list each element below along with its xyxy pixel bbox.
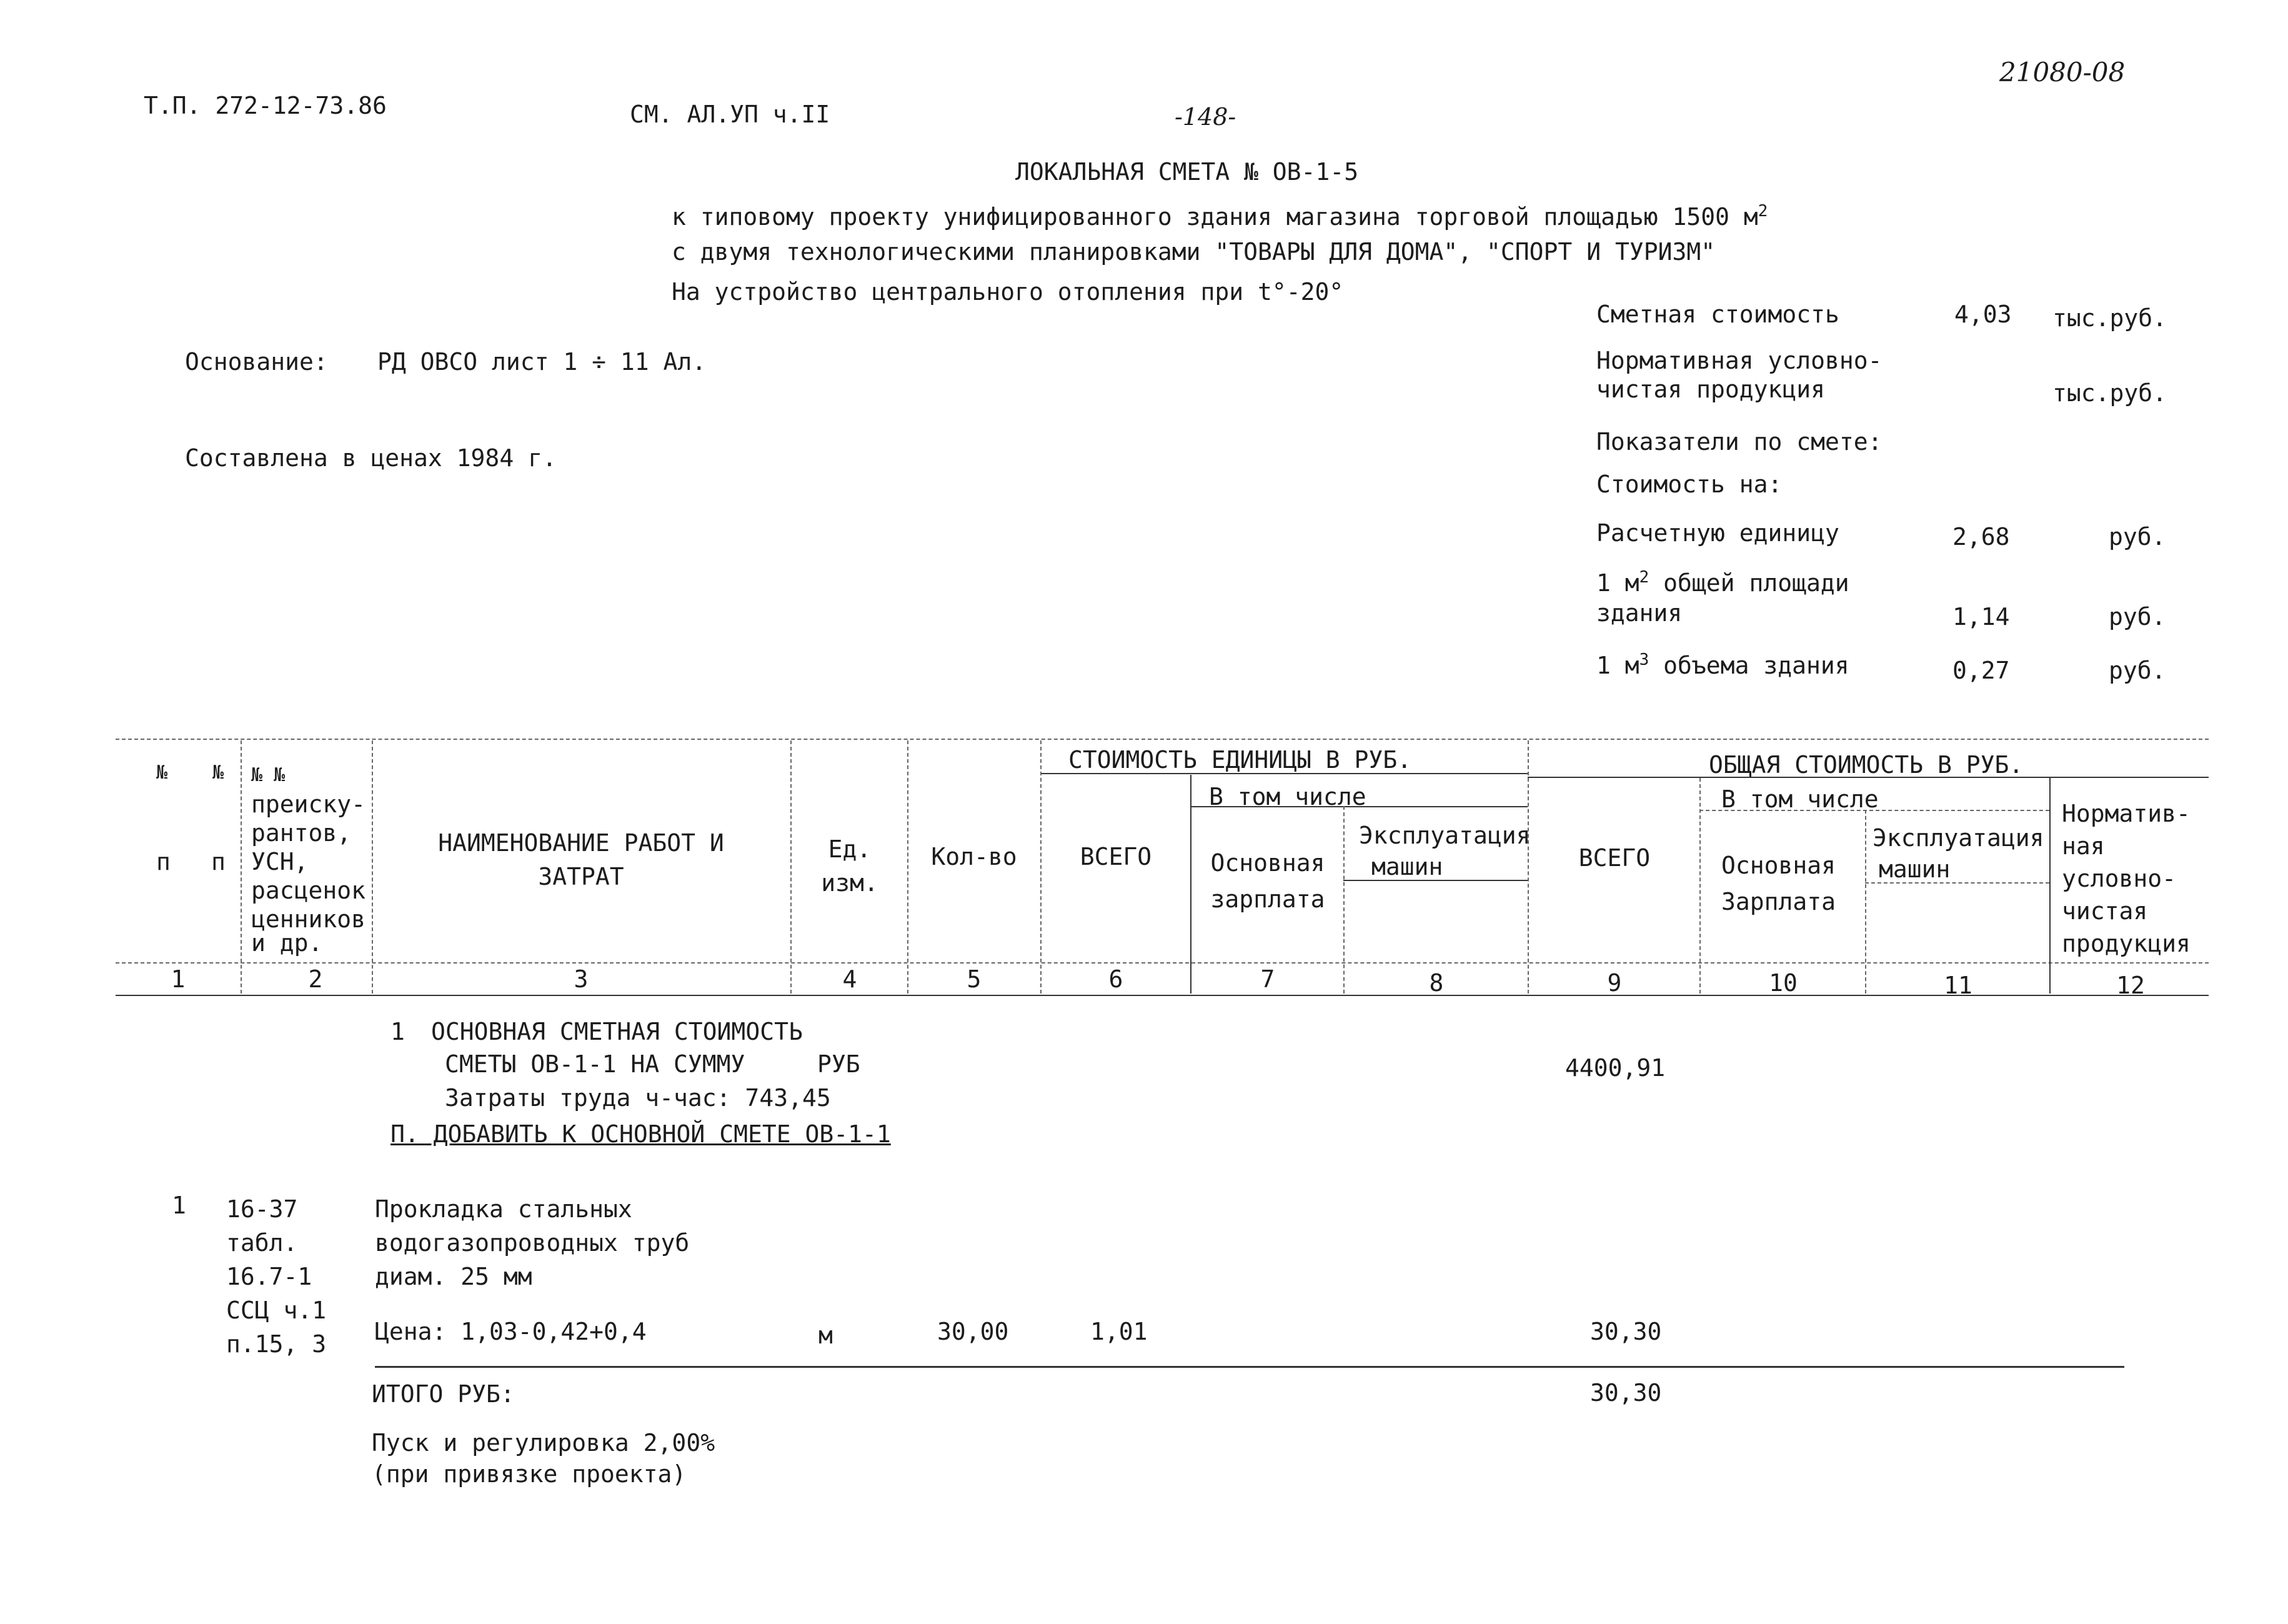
header-col12-line: продукция: [2062, 930, 2191, 957]
header-no-1: №: [156, 762, 168, 784]
title-line-1: [672, 204, 1768, 231]
section-1-number: 1: [390, 1018, 405, 1045]
header-col10-line: Основная: [1721, 852, 1836, 879]
col-divider-9: [1699, 778, 1701, 994]
header-p-2: п: [211, 848, 226, 875]
header-col2-line: преиску-: [251, 790, 366, 818]
section-1-total: 4400,91: [1565, 1054, 1666, 1082]
title-line-2: с двумя технологическими планировками "ТОВАРЫ ДЛЯ ДОМА", "СПОРТ И ТУРИЗМ": [672, 238, 1716, 266]
volume-value: 0,27: [1952, 657, 2010, 684]
sheet-reference: СМ. АЛ.УП ч.II: [630, 101, 830, 128]
column-number: 2: [308, 965, 323, 993]
col-divider-7: [1343, 806, 1345, 994]
column-number: 8: [1429, 969, 1444, 997]
column-number: 4: [842, 965, 857, 993]
header-col2-line: расценок: [251, 877, 366, 904]
cost-on-label: Стоимость на:: [1596, 471, 1783, 498]
calc-unit-unit: руб.: [2109, 523, 2166, 550]
item-reference-line: 16-37: [226, 1195, 298, 1223]
column-number: 3: [574, 965, 589, 993]
item-number: 1: [172, 1192, 186, 1219]
col-divider-2: [372, 740, 373, 994]
header-col8: [1359, 820, 1531, 882]
page-number: -148-: [1175, 103, 1236, 131]
header-no-2: №: [212, 762, 224, 784]
column-number: 5: [967, 965, 982, 993]
area-value: 1,14: [1952, 603, 2010, 630]
estimated-cost-value: 4,03: [1954, 301, 2012, 328]
header-col12: [2062, 797, 2191, 960]
col-divider-1: [241, 740, 242, 994]
header-col12-line: Норматив-: [2062, 800, 2191, 827]
title-line-1-sup: 2: [1758, 202, 1768, 221]
itogo-label: ИТОГО РУБ:: [372, 1380, 515, 1408]
itogo-rule: [375, 1366, 2124, 1368]
itogo-value: 30,30: [1590, 1379, 1662, 1407]
document-title: ЛОКАЛЬНАЯ СМЕТА № ОВ-1-5: [1015, 158, 1359, 186]
item-unit: м: [818, 1322, 833, 1349]
volume-label-a: 1 м: [1596, 652, 1639, 679]
calc-unit-value: 2,68: [1952, 523, 2010, 550]
header-col6: ВСЕГО: [1080, 843, 1152, 870]
section-1-labor: Затраты труда ч-час: 743,45: [445, 1084, 831, 1112]
col-divider-5: [1040, 740, 1042, 994]
header-incl-2: В том числе: [1721, 785, 1879, 813]
corner-number: 21080-08: [1999, 57, 2126, 87]
column-number: 6: [1108, 965, 1123, 993]
area-label-sup: 2: [1639, 568, 1649, 587]
header-unit-cost: СТОИМОСТЬ ЕДИНИЦЫ В РУБ.: [1068, 746, 1412, 774]
normative-unit: тыс.руб.: [2052, 379, 2167, 407]
item-name-line: диам. 25 мм: [375, 1263, 532, 1290]
item-reference-line: табл.: [226, 1229, 298, 1257]
section-1-line-1: ОСНОВНАЯ СМЕТНАЯ СТОИМОСТЬ: [431, 1018, 803, 1045]
column-number: 11: [1944, 972, 1972, 999]
basis-value: РД ОВСО лист 1 ÷ 11 Ал.: [377, 348, 707, 376]
header-col9: ВСЕГО: [1578, 844, 1651, 872]
area-label: [1596, 570, 1849, 597]
header-col11-line: Эксплуатация: [1873, 824, 2044, 852]
normative-label-2: чистая продукция: [1596, 376, 1826, 403]
header-col4-line: изм.: [821, 869, 878, 897]
col-divider-4: [907, 740, 908, 994]
col-divider-3: [790, 740, 792, 994]
col-divider-6: [1190, 775, 1191, 994]
price-year: Составлена в ценах 1984 г.: [185, 444, 557, 472]
header-col2-line: УСН,: [251, 848, 309, 875]
header-col4-line: Ед.: [828, 835, 872, 863]
header-col2-line: рантов,: [251, 819, 352, 847]
estimated-cost-unit: тыс.руб.: [2052, 304, 2167, 332]
header-col8-line: машин: [1371, 853, 1443, 880]
section-2-title: П. ДОБАВИТЬ К ОСНОВНОЙ СМЕТЕ ОВ-1-1: [390, 1120, 891, 1148]
header-p-1: п: [156, 848, 171, 875]
header-col4: [793, 832, 906, 900]
header-col3: [375, 826, 787, 894]
item-name-line: водогазопроводных труб: [375, 1229, 690, 1257]
header-col11-line: машин: [1879, 855, 1951, 883]
header-col10-line: Зарплата: [1721, 888, 1836, 915]
item-quantity: 30,00: [937, 1318, 1009, 1345]
col-divider-11: [2049, 778, 2051, 994]
calc-unit-label: Расчетную единицу: [1596, 519, 1839, 547]
header-col12-line: ная: [2062, 832, 2105, 860]
header-col2-line: № №: [251, 764, 286, 786]
header-col2-line: и др.: [251, 929, 323, 957]
header-col11: [1873, 822, 2044, 885]
column-number-top-rule: [116, 962, 2209, 964]
item-total: 30,30: [1590, 1318, 1662, 1345]
header-col10: [1721, 847, 1836, 920]
header-col7: [1193, 845, 1342, 917]
item-reference-line: п.15, 3: [226, 1330, 327, 1358]
project-code: Т.П. 272-12-73.86: [144, 92, 387, 119]
header-col2-line: ценников: [251, 905, 366, 933]
column-number: 1: [171, 965, 186, 993]
col-divider-10: [1865, 810, 1866, 994]
header-incl-1: В том числе: [1209, 783, 1366, 810]
area-unit: руб.: [2109, 603, 2166, 630]
note-line-1: Пуск и регулировка 2,00%: [372, 1429, 715, 1457]
column-number: 10: [1769, 969, 1798, 997]
item-name-line: Прокладка стальных: [375, 1195, 632, 1223]
header-col2: [251, 761, 366, 957]
area-label-2: здания: [1596, 599, 1683, 627]
header-total-cost: ОБЩАЯ СТОИМОСТЬ В РУБ.: [1709, 751, 2024, 779]
estimated-cost-label: Сметная стоимость: [1596, 301, 1839, 328]
header-col8-line: Эксплуатация: [1359, 822, 1531, 849]
normative-label-1: Нормативная условно-: [1596, 347, 1883, 374]
table-top-rule: [116, 739, 2209, 740]
section-1-line-2: СМЕТЫ ОВ-1-1 НА СУММУ: [445, 1050, 745, 1078]
item-reference: [226, 1192, 326, 1361]
volume-label-sup: 3: [1639, 650, 1649, 669]
column-number: 7: [1260, 965, 1275, 993]
item-price-formula: Цена: 1,03-0,42+0,4: [375, 1318, 647, 1345]
column-number: 9: [1607, 969, 1622, 997]
header-col7-line: зарплата: [1210, 885, 1325, 913]
volume-label-b: объема здания: [1649, 652, 1849, 679]
header-col3-line: ЗАТРАТ: [538, 863, 624, 890]
note-line-2: (при привязке проекта): [372, 1460, 687, 1488]
basis-label: Основание:: [185, 348, 328, 376]
volume-label: [1596, 652, 1849, 680]
item-name: [375, 1192, 689, 1293]
volume-unit: руб.: [2109, 657, 2166, 684]
header-col7-line: Основная: [1210, 849, 1325, 877]
column-number: 12: [2116, 972, 2145, 999]
item-reference-line: ССЦ ч.1: [226, 1297, 327, 1324]
area-label-b: общей площади: [1649, 569, 1849, 597]
title-line-1-text: к типовому проекту унифицированного здания магазина торговой площадью 1500 м: [672, 203, 1758, 231]
item-reference-line: 16.7-1: [226, 1263, 312, 1290]
header-col12-line: условно-: [2062, 865, 2177, 892]
title-line-3: На устройство центрального отопления при t°-20°: [672, 278, 1344, 306]
area-label-a: 1 м: [1596, 569, 1639, 597]
header-col5: Кол-во: [931, 843, 1017, 870]
indicators-label: Показатели по смете:: [1596, 428, 1883, 456]
item-unit-total: 1,01: [1090, 1318, 1148, 1345]
header-col3-line: НАИМЕНОВАНИЕ РАБОТ И: [438, 829, 724, 857]
header-col12-line: чистая: [2062, 897, 2148, 925]
section-1-unit: РУБ: [817, 1050, 860, 1078]
